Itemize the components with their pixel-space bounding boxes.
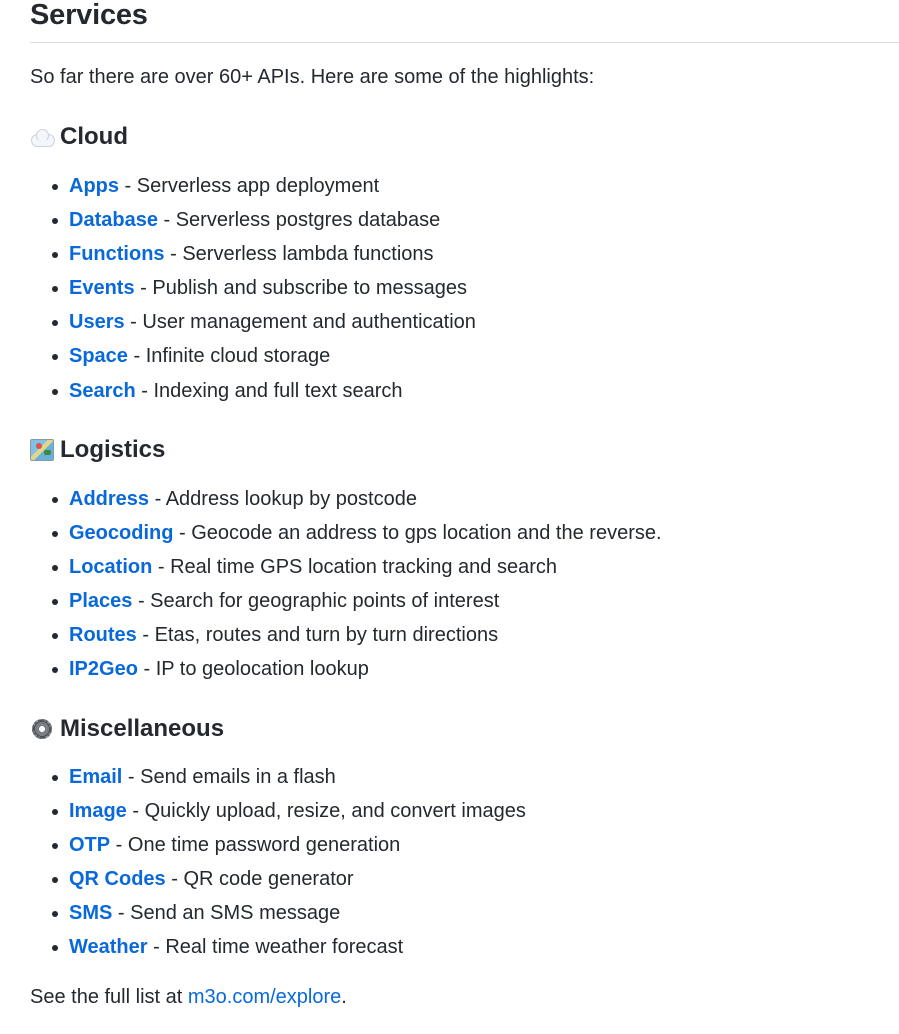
service-link-otp[interactable]: OTP — [69, 834, 111, 857]
list-item — [30, 798, 526, 832]
gear-icon — [30, 718, 54, 740]
service-description: - Serverless app deployment — [119, 175, 380, 197]
list-item — [30, 241, 476, 275]
service-link-search[interactable]: Search — [69, 379, 136, 402]
intro-paragraph: So far there are over 60+ APIs. Here are some of the highlights: — [30, 66, 595, 88]
footer-suffix: . — [341, 986, 347, 1008]
section-heading-cloud — [30, 122, 128, 152]
service-link-routes[interactable]: Routes — [69, 624, 137, 647]
service-description: - QR code generator — [165, 868, 354, 891]
service-link-apps[interactable]: Apps — [69, 175, 119, 197]
list-item — [30, 173, 476, 207]
section-heading-label: Cloud — [60, 123, 128, 150]
list-item — [30, 207, 476, 241]
service-description: - Address lookup by postcode — [149, 488, 417, 510]
page-title: Services — [30, 0, 148, 31]
list-item — [30, 900, 526, 934]
service-description: - Geocode an address to gps location and the reverse. — [173, 522, 662, 545]
service-description: - Search for geographic points of interest — [132, 590, 500, 613]
cloud-icon — [30, 126, 54, 148]
service-link-location[interactable]: Location — [69, 556, 153, 579]
service-description: - Indexing and full text search — [135, 379, 403, 402]
service-description: - Send emails in a flash — [122, 766, 336, 788]
service-link-places[interactable]: Places — [69, 590, 133, 613]
service-link-weather[interactable]: Weather — [69, 936, 148, 959]
service-link-functions[interactable]: Functions — [69, 243, 165, 266]
cloud-service-list — [30, 173, 476, 412]
miscellaneous-service-list — [30, 764, 526, 969]
list-item — [30, 588, 662, 622]
section-heading-label: Miscellaneous — [60, 715, 225, 742]
service-link-image[interactable]: Image — [69, 800, 127, 823]
list-item — [30, 486, 662, 520]
list-item — [30, 275, 476, 309]
service-link-geocoding[interactable]: Geocoding — [69, 522, 174, 545]
service-description: - Infinite cloud storage — [127, 345, 331, 368]
service-link-events[interactable]: Events — [69, 277, 135, 300]
service-description: - Etas, routes and turn by turn directions — [136, 624, 499, 647]
section-heading-miscellaneous — [30, 714, 224, 744]
service-description: - Serverless postgres database — [157, 209, 441, 232]
service-link-users[interactable]: Users — [69, 311, 125, 334]
list-item — [30, 378, 476, 412]
list-item — [30, 656, 662, 690]
list-item — [30, 866, 526, 900]
section-heading-logistics — [30, 435, 165, 465]
service-link-email[interactable]: Email — [69, 766, 123, 788]
service-description: - Publish and subscribe to messages — [134, 277, 467, 300]
explore-link[interactable]: m3o.com/explore — [187, 986, 342, 1008]
list-item — [30, 554, 662, 588]
service-link-ip2geo[interactable]: IP2Geo — [69, 658, 138, 681]
world-map-icon — [30, 439, 54, 461]
heading-divider — [30, 42, 899, 43]
service-description: - User management and authentication — [124, 311, 476, 334]
list-item — [30, 764, 526, 798]
list-item — [30, 832, 526, 866]
service-description: - Real time weather forecast — [147, 936, 404, 959]
service-description: - IP to geolocation lookup — [137, 658, 369, 681]
logistics-service-list — [30, 486, 662, 691]
service-description: - Quickly upload, resize, and convert images — [126, 800, 526, 823]
list-item — [30, 343, 476, 377]
list-item — [30, 309, 476, 343]
section-heading-label: Logistics — [60, 436, 166, 463]
service-description: - Serverless lambda functions — [164, 243, 434, 266]
service-description: - Send an SMS message — [112, 902, 341, 925]
service-description: - One time password generation — [110, 834, 401, 857]
list-item — [30, 520, 662, 554]
list-item — [30, 622, 662, 656]
footer-paragraph — [30, 984, 347, 1010]
service-link-qr-codes[interactable]: QR Codes — [69, 868, 166, 891]
service-link-address[interactable]: Address — [69, 488, 150, 510]
service-description: - Real time GPS location tracking and search — [152, 556, 557, 579]
service-link-sms[interactable]: SMS — [69, 902, 113, 925]
footer-prefix: See the full list at — [30, 986, 188, 1008]
list-item — [30, 934, 526, 968]
service-link-space[interactable]: Space — [69, 345, 128, 368]
service-link-database[interactable]: Database — [69, 209, 158, 232]
